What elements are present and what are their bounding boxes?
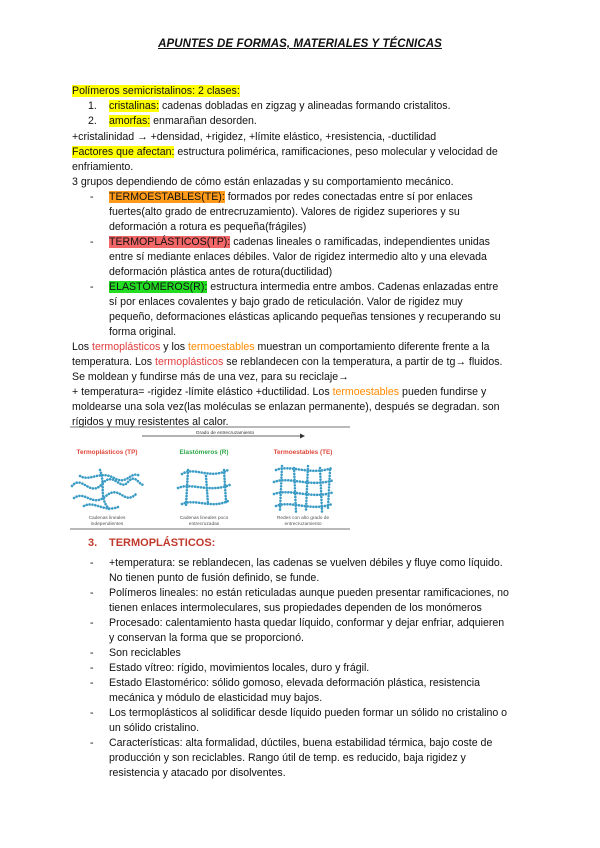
section3-bullet-line: resistencia y atacado por disolventes.	[109, 767, 286, 779]
group-r-line	[109, 280, 498, 295]
section3-bullet-line: Características: alta formalidad, dúctiles, buena estabilidad térmica, bajo coste de	[109, 737, 493, 749]
section3-bullet-line: Estado Elastomérico: sólido gomoso, elevada deformación plástica, resistencia	[109, 677, 480, 689]
paragraph-line	[72, 385, 486, 400]
factors-text: estructura polimérica, ramificaciones, peso molecular y velocidad de	[174, 146, 498, 158]
bullet-dash: -	[90, 557, 94, 569]
list-item-term: cristalinas:	[109, 100, 160, 112]
semicrystalline-heading	[72, 84, 240, 99]
bullet-dash: -	[90, 617, 94, 629]
page-title: APUNTES DE FORMAS, MATERIALES Y TÉCNICAS	[158, 38, 442, 50]
paragraph-line	[72, 340, 490, 355]
figure-svg	[70, 426, 350, 530]
crystallinity-relation: +cristalinidad → +densidad, +rigidez, +límite elástico, +resistencia, -ductilidad	[72, 131, 437, 143]
list-item-text: cadenas dobladas en zigzag y alineadas formando cristalitos.	[159, 100, 451, 112]
paragraph-line	[72, 355, 502, 370]
factors-label: Factores que afectan:	[72, 146, 175, 158]
panel-title-r: Elastómeros (R)	[179, 449, 229, 456]
list-item	[109, 114, 257, 129]
bullet-dash: -	[90, 647, 94, 659]
list-item	[109, 99, 451, 114]
section3-bullet-line: Procesado: calentamiento hasta quedar líquido, conformar y dejar enfriar, adquieren	[109, 617, 505, 629]
caption-r-1: Cadenas lineales poco	[179, 516, 229, 521]
text-run-red: termoplásticos	[92, 341, 161, 353]
crosslink-arrow-head	[300, 434, 305, 439]
bullet-dash: -	[90, 236, 94, 248]
section3-bullet-line: Estado vítreo: rígido, movimientos locales, duro y frágil.	[109, 662, 370, 674]
text-run: Los	[72, 341, 93, 353]
polymer-structure-figure	[70, 426, 350, 534]
section3-bullet-line: Son reciclables	[109, 647, 181, 659]
section3-bullet-line: tienen enlaces intermoleculares, sus propiedades dependen de los monómeros	[109, 602, 482, 614]
arrow-label: Grado de entrecruzamiento	[195, 431, 255, 436]
groups-intro: 3 grupos dependiendo de cómo están enlazadas y su comportamiento mecánico.	[72, 176, 454, 188]
group-r-term: ELASTÓMEROS(R):	[109, 281, 208, 293]
text-run: + temperatura= -rigidez -límite elástico +ductilidad. Los	[72, 386, 333, 398]
te-network-drawing	[274, 466, 334, 512]
text-run: y los	[160, 341, 188, 353]
r-chains-drawing	[178, 470, 232, 506]
bullet-dash: -	[90, 587, 94, 599]
panel-title-tp: Termoplásticos (TP)	[76, 449, 138, 456]
factors-line	[72, 145, 498, 160]
group-tp-term: TERMOPLÁSTICOS(TP):	[109, 236, 231, 248]
caption-tp-2: independientes	[90, 522, 124, 527]
bullet-dash: -	[90, 281, 94, 293]
text-run: se reblandecen con la temperatura, a partir de tg→ fluidos.	[223, 356, 503, 368]
caption-tp-1: Cadenas lineales	[88, 516, 126, 521]
text-run-orange: termoestables	[332, 386, 400, 398]
group-te-text: formados por redes conectadas entre sí por enlaces	[224, 191, 473, 203]
tp-chains-drawing	[72, 470, 144, 510]
text-run-orange: termoestables	[188, 341, 255, 353]
caption-te-2: entrecruzamiento	[284, 522, 322, 527]
group-r-line: sí por enlaces covalentes y bajo grado de reticulación. Valor de rigidez muy	[109, 296, 463, 308]
text-run-red: termoplásticos	[155, 356, 224, 368]
section3-bullet-line: Los termoplásticos al solidificar desde líquido pueden formar un sólido no cristalino o	[109, 707, 508, 719]
caption-te-1: Redes con alto grado de	[276, 516, 330, 521]
group-te-term: TERMOESTABLES(TE):	[109, 191, 225, 203]
section3-bullet-line: mecánica y módulo de elasticidad muy bajos.	[109, 692, 323, 704]
group-te-line: deformación a rotura es pequeña(frágiles)	[109, 221, 307, 233]
paragraph-line: rígidos y muy resistentes al calor.	[72, 416, 229, 428]
group-r-text: estructura intermedia entre ambos. Cadenas enlazadas entre	[207, 281, 499, 293]
bullet-dash: -	[90, 662, 94, 674]
text-run: pueden fundirse y	[399, 386, 487, 398]
group-tp-line: entre sí mediante enlaces débiles. Valor de rigidez intermedio alto y una elevada	[109, 251, 487, 263]
group-r-line: pequeño, deformaciones elásticas aplicando pequeñas tensiones y recuperando su	[109, 311, 501, 323]
list-item-text: enmarañan desorden.	[150, 115, 257, 127]
panel-title-te: Termoestables (TE)	[273, 449, 333, 456]
list-item-term: amorfas:	[109, 115, 151, 127]
section3-bullet-line: un sólido cristalino.	[109, 722, 200, 734]
bullet-dash: -	[90, 677, 94, 689]
section3-bullet-line: +temperatura: se reblandecen, las cadenas se vuelven débiles y fluye como líquido.	[109, 557, 503, 569]
factors-line-2: enfriamiento.	[72, 161, 134, 173]
section3-heading: TERMOPLÁSTICOS:	[109, 537, 216, 549]
section3-bullet-line: producción y son reciclables. Rango útil de temp. es reducido, baja rigidez y	[109, 752, 466, 764]
paragraph-line: Se moldean y fundirse más de una vez, para su reciclaje→	[72, 371, 349, 383]
section3-bullet-line: No tienen punto de fusión definido, se funde.	[109, 572, 320, 584]
bullet-dash: -	[90, 707, 94, 719]
group-r-line: forma original.	[109, 326, 177, 338]
bullet-dash: -	[90, 191, 94, 203]
semicrystalline-heading-text: Polímeros semicristalinos: 2 clases:	[72, 85, 240, 97]
bullet-dash: -	[90, 737, 94, 749]
group-tp-text: cadenas lineales o ramificadas, independientes unidas	[230, 236, 490, 248]
text-run: temperatura. Los	[72, 356, 156, 368]
section3-bullet-line: Polímeros lineales: no están reticuladas aunque pueden presentar ramificaciones, no	[109, 587, 509, 599]
paragraph-line: moldearse una sola vez(las moléculas se enlazan permanente), después se degradan. son	[72, 401, 500, 413]
group-te-line: fuertes(alto grado de entrecruzamiento). Valores de rigidez superiores y su	[109, 206, 460, 218]
section3-number: 3.	[88, 537, 98, 549]
caption-r-2: entrecruzadas	[188, 522, 220, 527]
group-te-line	[109, 190, 473, 205]
text-run: muestran un comportamiento diferente frente a la	[254, 341, 490, 353]
group-tp-line: deformación plástica antes de rotura(ductilidad)	[109, 266, 333, 278]
list-number: 2.	[88, 115, 97, 127]
list-number: 1.	[88, 100, 97, 112]
group-tp-line	[109, 235, 490, 250]
section3-bullet-line: y conservan la forma que se proporcionó.	[109, 632, 304, 644]
